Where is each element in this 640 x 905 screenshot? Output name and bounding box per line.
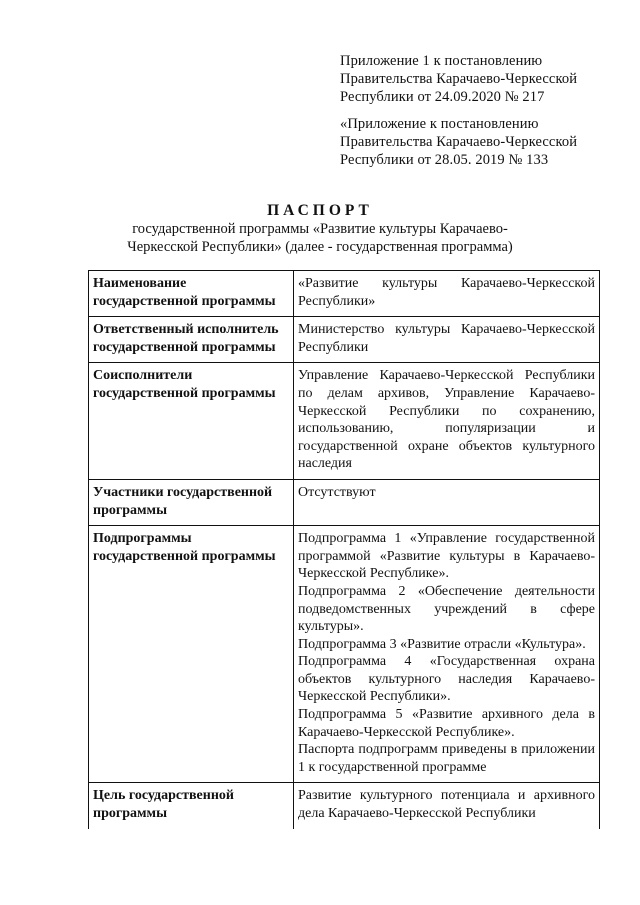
row-value-paragraph: Министерство культуры Карачаево-Черкесской Республики bbox=[298, 322, 595, 355]
appendix-2-line: Республики от 28.05. 2019 № 133 bbox=[340, 152, 549, 168]
table-row bbox=[89, 363, 600, 480]
row-value-paragraph: Паспорта подпрограмм приведены в приложении 1 к государственной программе bbox=[298, 742, 595, 775]
page-title: ПАСПОРТ bbox=[267, 202, 373, 219]
appendix-1-line: Приложение 1 к постановлению bbox=[340, 53, 543, 69]
row-value bbox=[294, 479, 600, 525]
row-value-paragraph: Подпрограмма 4 «Государственная охрана объектов культурного наследия Карачаево-Черкесской Республики». bbox=[298, 654, 595, 705]
subtitle-line: Черкесской Республики» (далее - государственная программа) bbox=[127, 239, 513, 255]
row-value-paragraph: «Развитие культуры Карачаево-Черкесской Республики» bbox=[298, 276, 595, 309]
row-value-paragraph: Подпрограмма 5 «Развитие архивного дела в Карачаево-Черкесской Республике». bbox=[298, 707, 595, 740]
row-value-paragraph: Подпрограмма 1 «Управление государственной программой «Развитие культуры в Карачаево-Черкесской Республике». bbox=[298, 531, 595, 582]
row-label: Наименование государственной программы bbox=[89, 271, 294, 317]
row-label: Цель государственной программы bbox=[89, 783, 294, 829]
table-row bbox=[89, 783, 600, 829]
row-value bbox=[294, 526, 600, 783]
table-row bbox=[89, 526, 600, 783]
table-row bbox=[89, 479, 600, 525]
appendix-1-block bbox=[340, 52, 630, 106]
row-value-paragraph: Отсутствуют bbox=[298, 484, 376, 500]
table-row bbox=[89, 317, 600, 363]
row-label: Участники государственной программы bbox=[89, 479, 294, 525]
appendix-2-block bbox=[340, 115, 630, 169]
row-value bbox=[294, 783, 600, 829]
page-subtitle bbox=[70, 220, 570, 256]
row-value bbox=[294, 271, 600, 317]
row-value-paragraph: Подпрограмма 2 «Обеспечение деятельности подведомственных учреждений в сфере культуры». bbox=[298, 583, 595, 635]
row-value-paragraph: Развитие культурного потенциала и архивного дела Карачаево-Черкесской Республики bbox=[298, 788, 595, 822]
passport-table bbox=[88, 270, 600, 829]
row-label: Соисполнители государственной программы bbox=[89, 363, 294, 480]
row-value-paragraph: Управление Карачаево-Черкесской Республики по делам архивов, Управление Карачаево-Черкесской Республики по сохранению, использованию, популяризации и государственной охране объектов культурного наследия bbox=[298, 368, 595, 472]
row-value bbox=[294, 317, 600, 363]
appendix-2-line: «Приложение к постановлению bbox=[340, 116, 539, 132]
row-label: Подпрограммы государственной программы bbox=[89, 526, 294, 783]
subtitle-line: государственной программы «Развитие культуры Карачаево- bbox=[132, 221, 508, 237]
table-row bbox=[89, 271, 600, 317]
appendix-2-line: Правительства Карачаево-Черкесской bbox=[340, 134, 578, 150]
appendix-1-line: Правительства Карачаево-Черкесской bbox=[340, 71, 578, 87]
appendix-1-line: Республики от 24.09.2020 № 217 bbox=[340, 89, 545, 105]
row-value-paragraph: Подпрограмма 3 «Развитие отрасли «Культура». bbox=[298, 636, 586, 652]
row-label: Ответственный исполнитель государственной программы bbox=[89, 317, 294, 363]
row-value bbox=[294, 363, 600, 480]
